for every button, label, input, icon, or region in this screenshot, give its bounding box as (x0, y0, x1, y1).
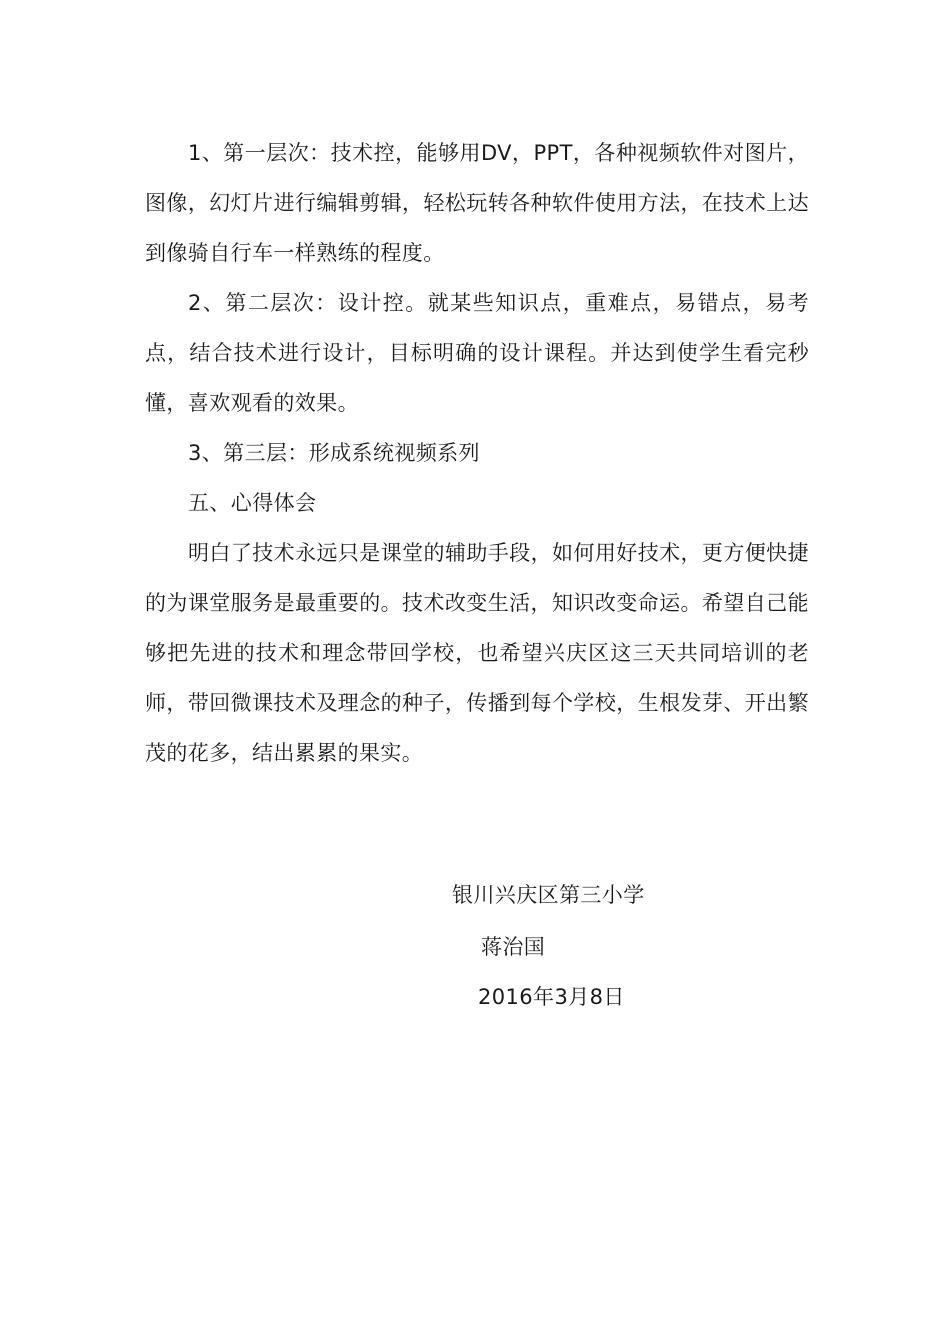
signature-date: 2016年3月8日 (478, 985, 625, 1009)
signature-name: 蒋治国 (481, 935, 546, 959)
document-body (145, 128, 809, 778)
paragraph-level-one: 1、第一层次：技术控，能够用DV，PPT，各种视频软件对图片，图像，幻灯片进行编辑剪辑，轻松玩转各种软件使用方法，在技术上达到像骑自行车一样熟练的程度。 (145, 141, 809, 265)
signature-school: 银川兴庆区第三小学 (452, 883, 645, 907)
paragraph-reflections: 明白了技术永远只是课堂的辅助手段，如何用好技术，更方便快捷的为课堂服务是最重要的。技术改变生活，知识改变命运。希望自己能够把先进的技术和理念带回学校，也希望兴庆区这三天共同培训的老师，带回微课技术及理念的种子，传播到每个学校，生根发芽、开出繁茂的花多，结出累累的果实。 (145, 541, 809, 765)
paragraph-level-three: 3、第三层：形成系统视频系列 (188, 441, 480, 465)
section-heading-reflections: 五、心得体会 (188, 491, 317, 515)
paragraph-level-two: 2、第二层次：设计控。就某些知识点，重难点，易错点，易考点，结合技术进行设计，目标明确的设计课程。并达到使学生看完秒懂，喜欢观看的效果。 (145, 291, 809, 415)
